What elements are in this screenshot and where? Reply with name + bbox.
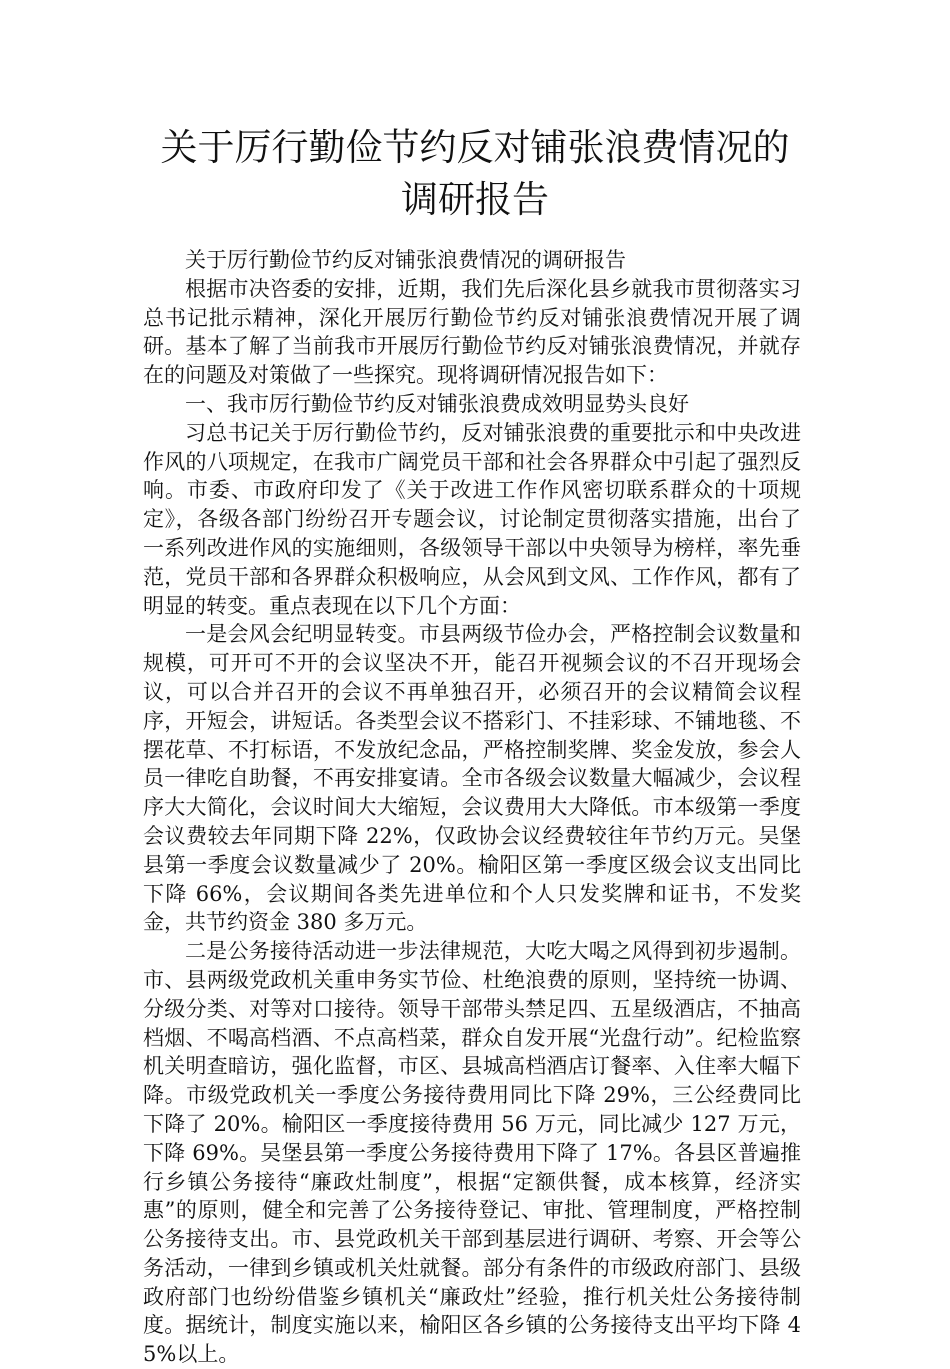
section-heading-1: 一、我市厉行勤俭节约反对铺张浪费成效明显势头良好 <box>185 391 689 416</box>
document-body <box>143 246 801 1369</box>
paragraph-reception: 二是公务接待活动进一步法律规范，大吃大喝之风得到初步遏制。市、县两级党政机关重申务实节俭、杜绝浪费的原则，坚持统一协调、分级分类、对等对口接待。领导干部带头禁足四、五星级酒店，不抽高档烟、不喝高档酒、不点高档菜，群众自发开展“光盘行动”。纪检监察机关明查暗访，强化监督，市区、县城高档酒店订餐率、入住率大幅下降。市级党政机关一季度公务接待费用同比下降 29%，三公经费同比下降了 20%。榆阳区一季度接待费用 56 万元，同比减少 127 万元，下降 69%。吴堡县第一季度公务接待费用下降了 17%。各县区普遍推行乡镇公务接待“廉政灶制度”，根据“定额供餐，成本核算，经济实惠”的原则，健全和完善了公务接待登记、审批、管理制度，严格控制公务接待支出。市、县党政机关干部到基层进行调研、考察、开会等公务活动，一律到乡镇或机关灶就餐。部分有条件的市级政府部门、县级政府部门也纷纷借鉴乡镇机关“廉政灶”经验，推行机关灶公务接待制度。据统计，制度实施以来，榆阳区各乡镇的公务接待支出平均下降 45%以上。 <box>143 939 801 1367</box>
paragraph-overview: 习总书记关于厉行勤俭节约，反对铺张浪费的重要批示和中央改进作风的八项规定，在我市广阔党员干部和社会各界群众中引起了强烈反响。市委、市政府印发了《关于改进工作作风密切联系群众的十项规定》，各级各部门纷纷召开专题会议，讨论制定贯彻落实措施，出台了一系列改进作风的实施细则，各级领导干部以中央领导为榜样，率先垂范，党员干部和各界群众积极响应，从会风到文风、工作作风，都有了明显的转变。重点表现在以下几个方面： <box>143 420 801 618</box>
document-title: 关于厉行勤俭节约反对铺张浪费情况的调研报告 <box>160 126 790 221</box>
paragraph-subtitle: 关于厉行勤俭节约反对铺张浪费情况的调研报告 <box>185 248 626 272</box>
paragraph-intro: 根据市决咨委的安排，近期，我们先后深化县乡就我市贯彻落实习总书记批示精神，深化开展厉行勤俭节约反对铺张浪费情况开展了调研。基本了解了当前我市开展厉行勤俭节约反对铺张浪费情况，并就存在的问题及对策做了一些探究。现将调研情况报告如下： <box>143 276 801 388</box>
paragraph-meetings: 一是会风会纪明显转变。市县两级节俭办会，严格控制会议数量和规模，可开可不开的会议坚决不开，能召开视频会议的不召开现场会议，可以合并召开的会议不再单独召开，必须召开的会议精简会议程序，开短会，讲短话。各类型会议不搭彩门、不挂彩球、不铺地毯、不摆花草、不打标语，不发放纪念品，严格控制奖牌、奖金发放，参会人员一律吃自助餐，不再安排宴请。全市各级会议数量大幅减少，会议程序大大简化，会议时间大大缩短，会议费用大大降低。市本级第一季度会议费较去年同期下降 22%，仅政协会议经费较往年节约万元。吴堡县第一季度会议数量减少了 20%。榆阳区第一季度区级会议支出同比下降 66%，会议期间各类先进单位和个人只发奖牌和证书，不发奖金，共节约资金 380 多万元。 <box>143 622 801 935</box>
